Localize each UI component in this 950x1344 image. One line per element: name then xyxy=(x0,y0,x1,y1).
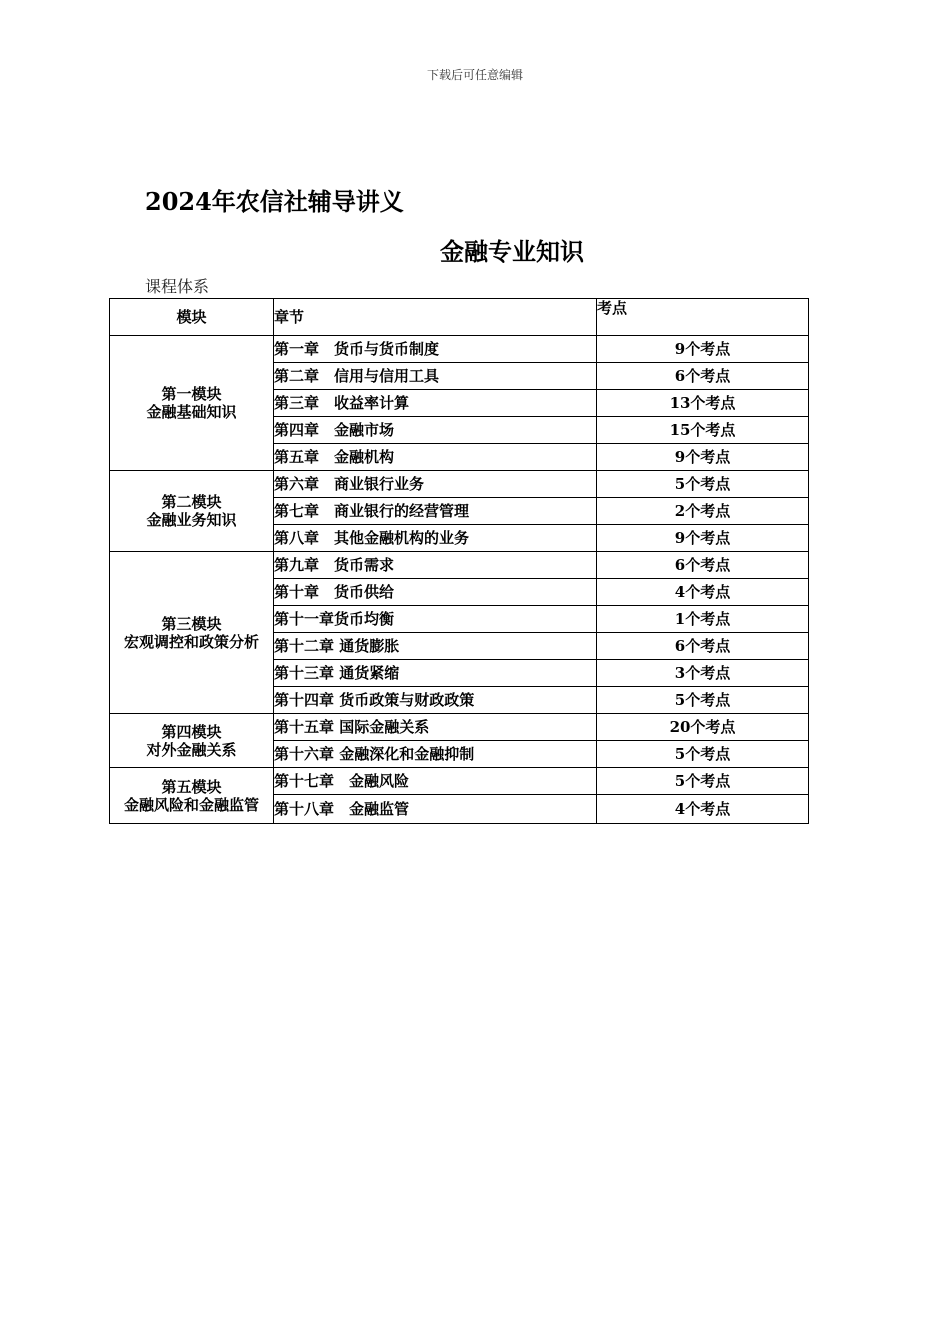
table-row xyxy=(110,471,809,498)
points-cell: 3个考点 xyxy=(597,660,809,687)
chapter-cell: 第三章 收益率计算 xyxy=(274,390,597,417)
chapter-cell: 第六章 商业银行业务 xyxy=(274,471,597,498)
chapter-cell: 第十六章 金融深化和金融抑制 xyxy=(274,741,597,768)
course-table xyxy=(109,298,809,824)
table-row xyxy=(110,768,809,795)
points-cell: 20个考点 xyxy=(597,714,809,741)
chapter-cell: 第七章 商业银行的经营管理 xyxy=(274,498,597,525)
table-row xyxy=(110,336,809,363)
chapter-cell: 第十二章 通货膨胀 xyxy=(274,633,597,660)
chapter-cell: 第十八章 金融监管 xyxy=(274,795,597,824)
chapter-cell: 第十四章 货币政策与财政政策 xyxy=(274,687,597,714)
document-title: 2024年农信社辅导讲义 xyxy=(145,187,404,216)
module-name: 第五模块 xyxy=(161,777,222,796)
module-topic: 金融业务知识 xyxy=(146,511,237,529)
module-cell xyxy=(110,336,274,471)
points-cell: 9个考点 xyxy=(597,444,809,471)
module-topic: 对外金融关系 xyxy=(146,740,237,759)
module-topic: 宏观调控和政策分析 xyxy=(123,632,259,651)
chapter-cell: 第十三章 通货紧缩 xyxy=(274,660,597,687)
module-name: 第三模块 xyxy=(161,614,222,633)
section-label: 课程体系 xyxy=(145,277,210,296)
points-cell: 15个考点 xyxy=(597,417,809,444)
module-name: 第四模块 xyxy=(161,722,222,741)
table-row xyxy=(110,552,809,579)
chapter-cell: 第九章 货币需求 xyxy=(274,552,597,579)
points-cell: 5个考点 xyxy=(597,471,809,498)
chapter-cell: 第十五章 国际金融关系 xyxy=(274,714,597,741)
module-topic: 金融基础知识 xyxy=(146,403,237,421)
document-subtitle: 金融专业知识 xyxy=(440,237,584,266)
header-points: 考点 xyxy=(597,299,809,336)
chapter-cell: 第十章 货币供给 xyxy=(274,579,597,606)
module-topic: 金融风险和金融监管 xyxy=(123,795,259,814)
points-cell: 1个考点 xyxy=(597,606,809,633)
chapter-cell: 第五章 金融机构 xyxy=(274,444,597,471)
chapter-cell: 第一章 货币与货币制度 xyxy=(274,336,597,363)
points-cell: 4个考点 xyxy=(597,795,809,824)
points-cell: 6个考点 xyxy=(597,552,809,579)
points-cell: 4个考点 xyxy=(597,579,809,606)
points-cell: 6个考点 xyxy=(597,363,809,390)
chapter-cell: 第十七章 金融风险 xyxy=(274,768,597,795)
module-name: 第一模块 xyxy=(161,385,222,403)
module-cell xyxy=(110,471,274,552)
points-cell: 9个考点 xyxy=(597,525,809,552)
chapter-cell: 第十一章货币均衡 xyxy=(274,606,597,633)
chapter-cell: 第二章 信用与信用工具 xyxy=(274,363,597,390)
header-chapter: 章节 xyxy=(274,299,597,336)
module-name: 第二模块 xyxy=(161,493,222,511)
table-row xyxy=(110,714,809,741)
table-header-row xyxy=(110,299,809,336)
points-cell: 5个考点 xyxy=(597,768,809,795)
points-cell: 2个考点 xyxy=(597,498,809,525)
header-module: 模块 xyxy=(110,299,274,336)
points-cell: 6个考点 xyxy=(597,633,809,660)
chapter-cell: 第四章 金融市场 xyxy=(274,417,597,444)
points-cell: 5个考点 xyxy=(597,687,809,714)
points-cell: 9个考点 xyxy=(597,336,809,363)
module-cell xyxy=(110,714,274,768)
page-header-note: 下载后可任意编辑 xyxy=(426,68,523,82)
module-cell xyxy=(110,768,274,824)
module-cell xyxy=(110,552,274,714)
points-cell: 5个考点 xyxy=(597,741,809,768)
chapter-cell: 第八章 其他金融机构的业务 xyxy=(274,525,597,552)
points-cell: 13个考点 xyxy=(597,390,809,417)
